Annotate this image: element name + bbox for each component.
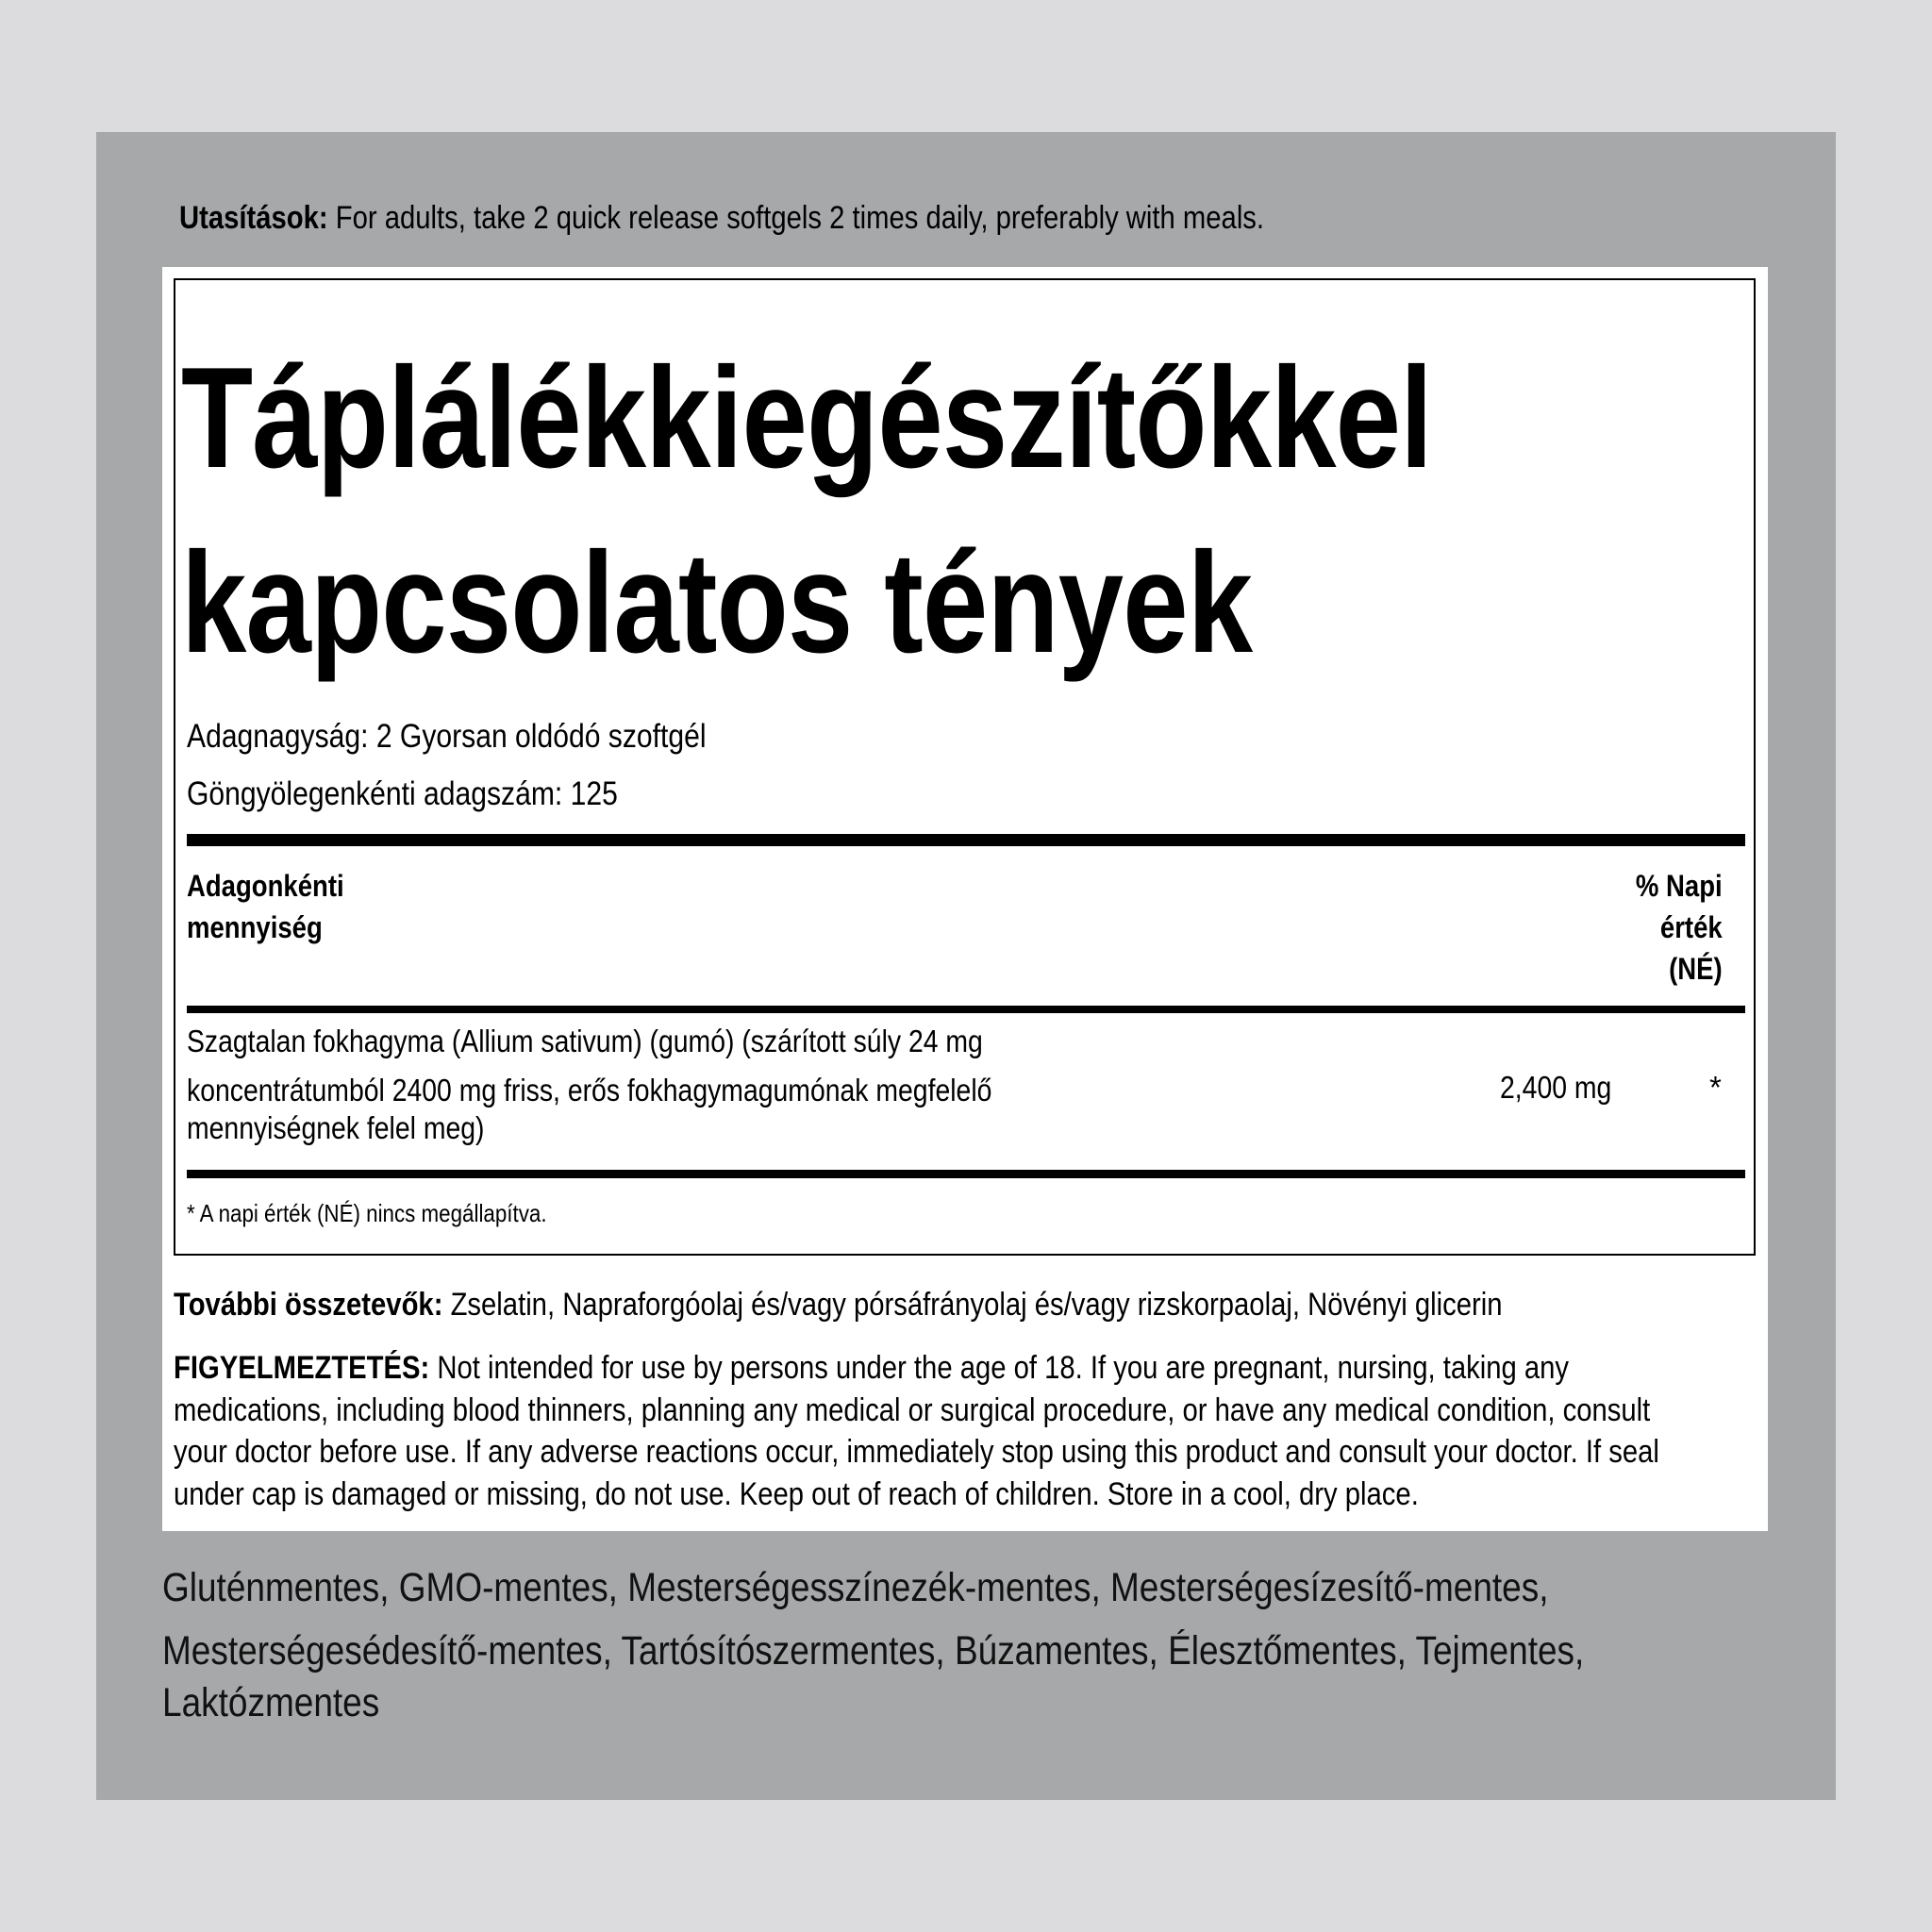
supplement-facts-title — [181, 325, 1496, 695]
ingredient-line-2: koncentrátumból 2400 mg friss, erős fokhagymagumónak megfelelő — [187, 1073, 992, 1108]
warning-line-2: medications, including blood thinners, planning any medical or surgical procedure, or have any medical condition, consult — [174, 1391, 1651, 1428]
ingredient-garlic — [187, 1019, 998, 1151]
free-from-line-2: Mesterségesédesítő-mentes, Tartósítószermentes, Búzamentes, Élesztőmentes, Tejmentes, — [162, 1628, 1585, 1674]
ingredient-line-1: Szagtalan fokhagyma (Allium sativum) (gumó) (szárított súly 24 mg — [187, 1024, 983, 1058]
directions-label: Utasítások: — [179, 200, 328, 236]
header-right-line-3: (NÉ) — [1669, 952, 1723, 986]
ingredient-daily-value: * — [1709, 1070, 1722, 1105]
header-right-line-1: % Napi — [1636, 869, 1723, 903]
other-ingredients — [174, 1282, 1502, 1327]
warning — [174, 1347, 1760, 1515]
warning-label: FIGYELMEZTETÉS: — [174, 1350, 430, 1386]
directions-text: For adults, take 2 quick release softgels 2 times daily, preferably with meals. — [327, 200, 1265, 236]
warning-line-3: your doctor before use. If any adverse reactions occur, immediately stop using this product and consult your doctor. If seal — [174, 1434, 1659, 1470]
thick-divider-top — [187, 834, 1745, 846]
daily-value-footnote: * A napi érték (NÉ) nincs megállapítva. — [187, 1199, 547, 1227]
daily-value-header — [1636, 865, 1723, 990]
directions — [179, 193, 1558, 242]
other-ingredients-label: További összetevők: — [174, 1287, 443, 1323]
free-from-claims — [162, 1557, 1584, 1735]
warning-line-4: under cap is damaged or missing, do not use. Keep out of reach of children. Store in a cool, dry place. — [174, 1475, 1419, 1512]
header-left-line-2: mennyiség — [187, 910, 323, 944]
ingredient-amount: 2,400 mg — [1500, 1070, 1612, 1105]
warning-line-1: Not intended for use by persons under the age of 18. If you are pregnant, nursing, taking any — [429, 1350, 1570, 1386]
divider-header — [187, 1006, 1745, 1013]
header-left-line-1: Adagonkénti — [187, 869, 344, 903]
servings-per-container: Göngyölegenkénti adagszám: 125 — [187, 775, 618, 812]
divider-bottom — [187, 1170, 1745, 1178]
free-from-line-3: Laktózmentes — [162, 1680, 380, 1725]
amount-per-serving-header — [187, 865, 344, 948]
header-right-line-2: érték — [1660, 910, 1723, 944]
title-line-2: kapcsolatos tények — [181, 523, 1253, 683]
serving-size: Adagnagyság: 2 Gyorsan oldódó szoftgél — [187, 718, 707, 755]
ingredient-line-3: mennyiségnek felel meg) — [187, 1110, 485, 1145]
title-line-1: Táplálékkiegészítőkkel — [181, 338, 1432, 498]
free-from-line-1: Gluténmentes, GMO-mentes, Mesterségesszínezék-mentes, Mesterségesízesítő-mentes, — [162, 1565, 1549, 1610]
other-ingredients-text: Zselatin, Napraforgóolaj és/vagy pórsáfrányolaj és/vagy rizskorpaolaj, Növényi glicerin — [442, 1287, 1503, 1323]
